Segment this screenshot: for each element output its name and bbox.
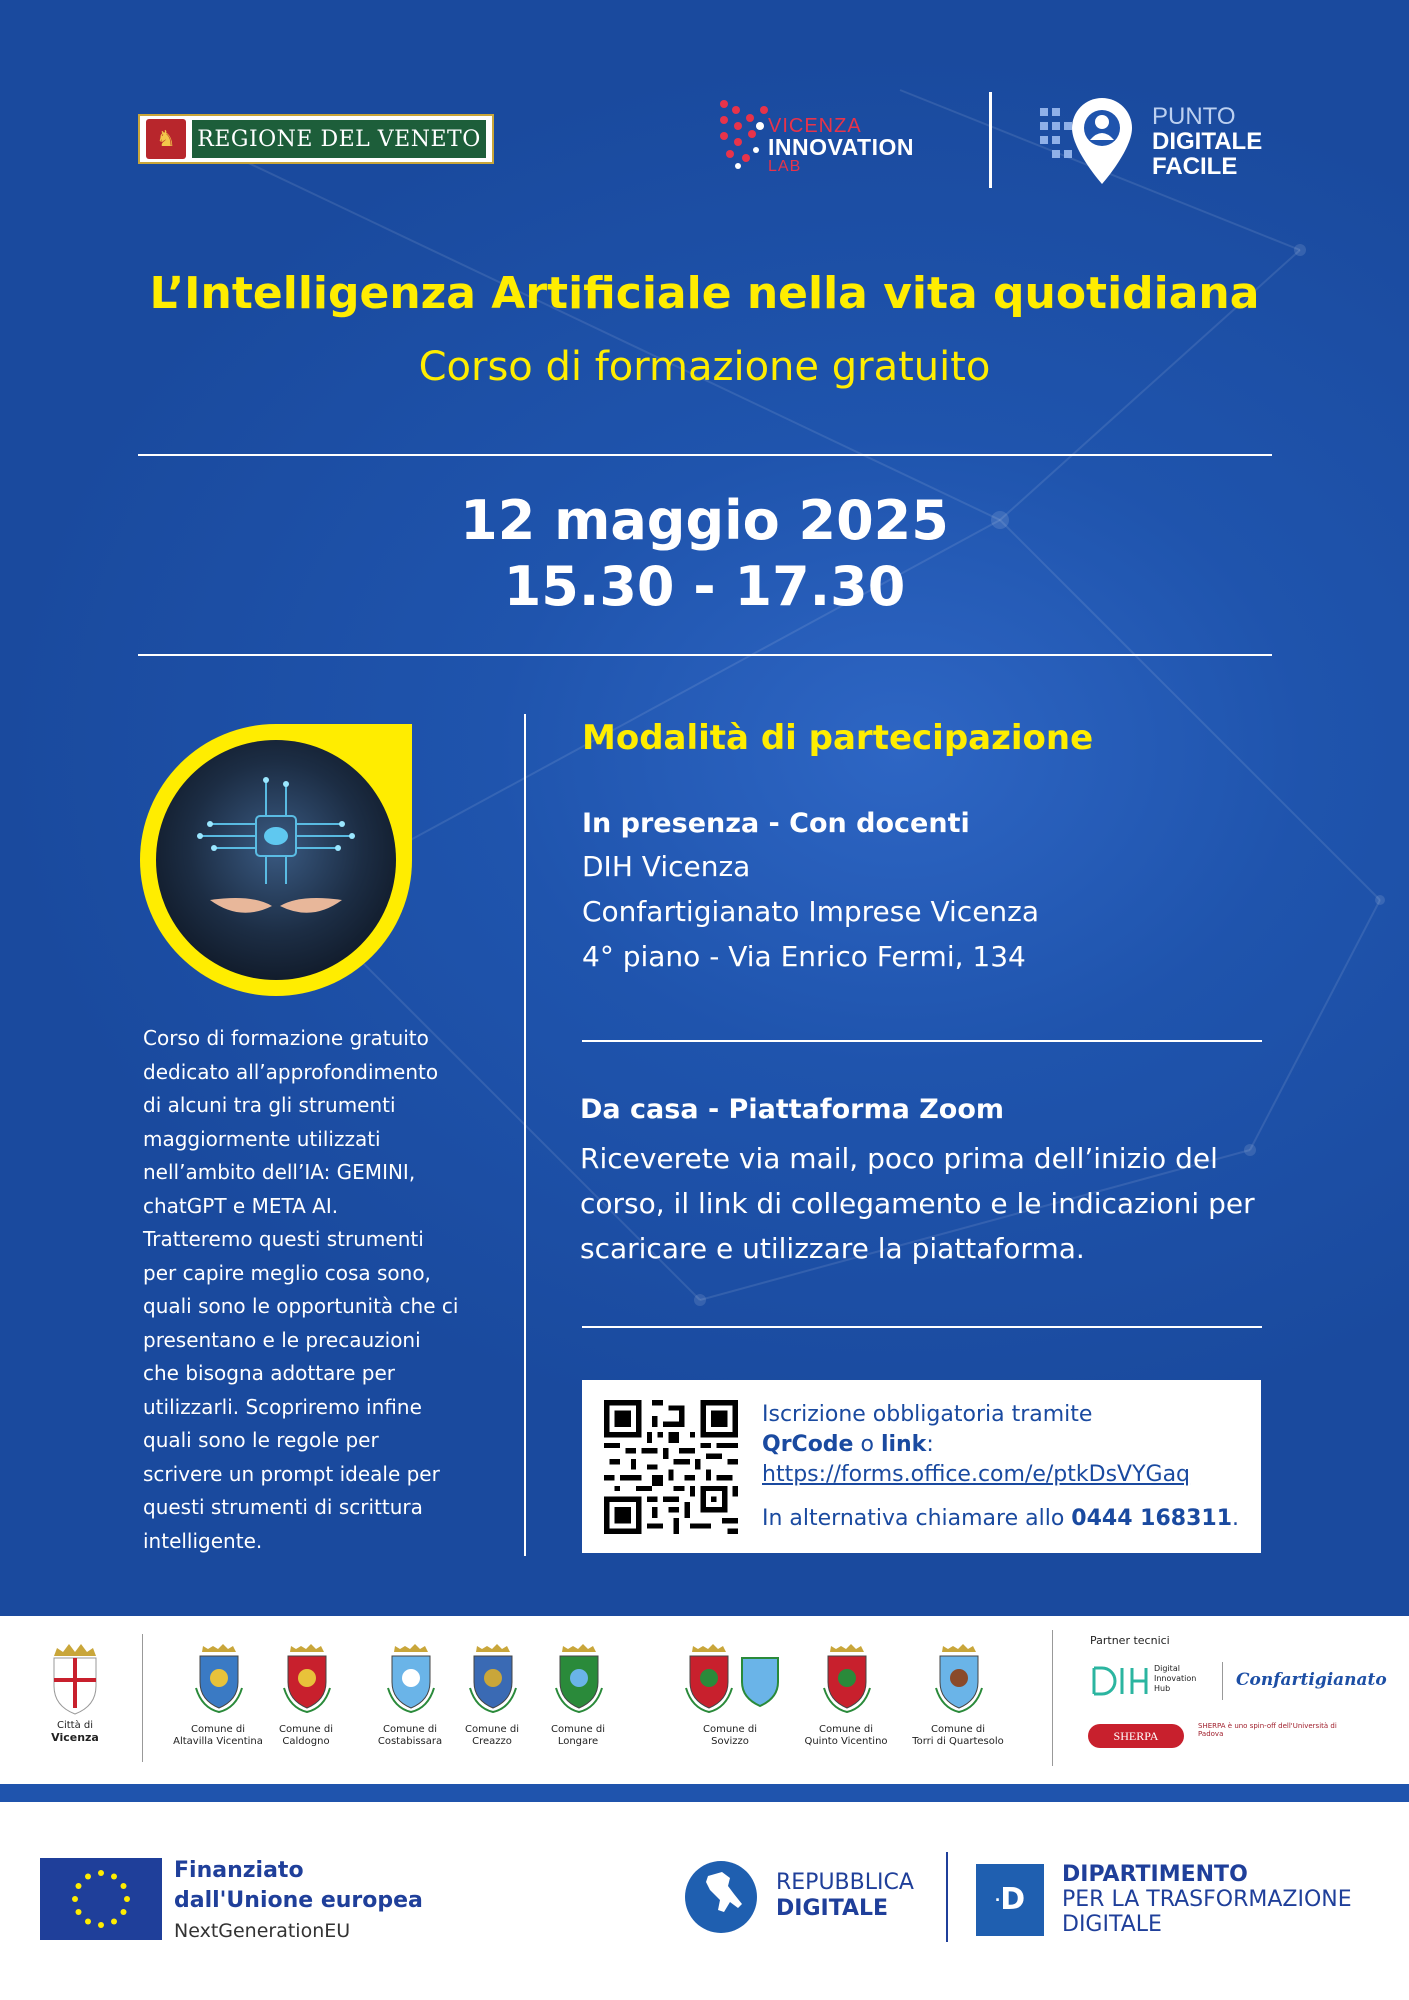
event-date: 12 maggio 2025 xyxy=(460,489,949,552)
link-word: link xyxy=(880,1432,927,1457)
comune-label xyxy=(251,1724,361,1748)
vicenza-crest-icon xyxy=(46,1642,104,1716)
vil-dots-icon xyxy=(716,96,774,174)
comune-name: Caldogno xyxy=(282,1736,330,1747)
repubblica-digitale-text xyxy=(776,1870,914,1922)
unipd-spinoff-text: SHERPA è uno spin-off dell'Università di Padova xyxy=(1198,1722,1337,1738)
vil-line2: INNOVATION xyxy=(768,134,914,160)
eu-star-icon xyxy=(85,1874,91,1880)
eu-star-icon xyxy=(111,1874,117,1880)
eu-line3: NextGenerationEU xyxy=(174,1920,351,1942)
comune-prefix: Comune di xyxy=(279,1724,333,1735)
remote-line-3: scaricare e utilizzare la piattaforma. xyxy=(580,1232,1085,1265)
comune-crest-icon xyxy=(820,1644,874,1716)
description-line: questi strumenti di scrittura xyxy=(143,1495,423,1519)
footer-divider xyxy=(946,1852,948,1942)
rd-line1: REPUBBLICA xyxy=(776,1870,914,1895)
punto-digitale-facile-logo xyxy=(1152,104,1262,180)
vicenza-innovation-lab-logo xyxy=(768,116,914,175)
participation-heading: Modalità di partecipazione xyxy=(582,718,1094,758)
divider-modes xyxy=(582,1040,1262,1042)
comune-label xyxy=(523,1724,633,1748)
eu-flag-icon xyxy=(40,1858,162,1940)
comune-crest-icon xyxy=(192,1644,246,1716)
confartigianato-logo: Confartigianato xyxy=(1236,1670,1387,1690)
eu-star-icon xyxy=(98,1870,104,1876)
comune-prefix: Comune di xyxy=(819,1724,873,1735)
comune-name: Longare xyxy=(557,1736,599,1747)
dih-text: Digital Innovation Hub xyxy=(1154,1664,1197,1693)
city-name: Vicenza xyxy=(51,1731,99,1744)
regione-logo-text: REGIONE DEL VENETO xyxy=(192,120,486,158)
eu-star-icon xyxy=(111,1919,117,1925)
dtd-line1: DIPARTIMENTO xyxy=(1062,1862,1248,1887)
phone-line xyxy=(762,1504,1242,1534)
dih-icon xyxy=(1090,1664,1150,1698)
comune-crest-icon xyxy=(552,1644,606,1716)
registration-text xyxy=(762,1400,1242,1534)
lion-emblem-icon: ♞ xyxy=(146,119,186,159)
separator-dih xyxy=(1222,1662,1223,1700)
eu-line1: Finanziato xyxy=(174,1858,304,1883)
remote-line-2: corso, il link di collegamento e le indicazioni per xyxy=(580,1187,1255,1220)
sherpa-logo: SHERPA xyxy=(1088,1724,1184,1748)
dtd-line3: DIGITALE xyxy=(1062,1912,1162,1937)
colon: : xyxy=(926,1432,934,1457)
description-line: scrivere un prompt ideale per xyxy=(143,1461,440,1486)
registration-box xyxy=(582,1380,1261,1553)
pdf-line3: FACILE xyxy=(1152,153,1238,181)
comune-prefix: Comune di xyxy=(703,1724,757,1735)
eu-star-icon xyxy=(85,1919,91,1925)
dtd-logo-icon: ·D xyxy=(976,1864,1044,1936)
comune-prefix: Comune di xyxy=(383,1724,437,1735)
remote-description xyxy=(580,1136,1280,1271)
description-line: per capire meglio cosa sono, xyxy=(143,1260,431,1285)
in-person-organization: Confartigianato Imprese Vicenza xyxy=(582,895,1040,928)
description-line: maggiormente utilizzati xyxy=(143,1126,381,1151)
description-line: dedicato all’approfondimento xyxy=(143,1059,439,1084)
pdf-line1: PUNTO xyxy=(1152,103,1236,130)
eu-star-icon xyxy=(76,1883,82,1889)
event-datetime xyxy=(0,488,1409,620)
vil-line1: VICENZA xyxy=(768,115,862,137)
eu-star-icon xyxy=(124,1896,130,1902)
pdf-line2: DIGITALE xyxy=(1152,128,1263,156)
comune-crest-icon xyxy=(466,1644,520,1716)
divider-bottom xyxy=(138,654,1272,656)
city-prefix: Città di xyxy=(56,1720,94,1731)
event-time: 15.30 - 17.30 xyxy=(503,555,906,618)
remote-heading: Da casa - Piattaforma Zoom xyxy=(580,1094,1005,1125)
in-person-venue: DIH Vicenza xyxy=(582,850,751,883)
comune-name: Torri di Quartesolo xyxy=(912,1736,1004,1747)
description-line: Corso di formazione gratuito xyxy=(143,1026,429,1050)
comune-label xyxy=(903,1724,1013,1748)
comune-crest-icon xyxy=(384,1644,438,1716)
description-line: Tratteremo questi strumenti xyxy=(143,1227,424,1251)
phone-suffix: . xyxy=(1232,1506,1240,1531)
registration-line1: Iscrizione obbligatoria tramite xyxy=(762,1402,1093,1427)
dtd-text xyxy=(1062,1862,1352,1937)
comune-name: Quinto Vicentino xyxy=(804,1736,888,1747)
or-word: o xyxy=(853,1432,881,1457)
ai-hands-image xyxy=(140,724,412,996)
comune-prefix: Comune di xyxy=(465,1724,519,1735)
comune-name: Creazzo xyxy=(472,1736,512,1747)
comune-crest-icon xyxy=(932,1644,986,1716)
description-line: che bisogna adottare per xyxy=(143,1361,396,1385)
comune-crest-icon xyxy=(682,1644,782,1716)
comune-label xyxy=(675,1724,785,1748)
description-line: chatGPT e META AI. xyxy=(143,1193,339,1218)
municipalities-band xyxy=(0,1616,1409,1784)
description-line: utilizzarli. Scopriremo infine xyxy=(143,1394,422,1419)
remote-line-1: Riceverete via mail, poco prima dell’inizio del xyxy=(580,1142,1218,1175)
dtd-letter: D xyxy=(1000,1882,1026,1917)
course-description xyxy=(143,1022,483,1558)
comune-name: Altavilla Vicentina xyxy=(173,1736,263,1747)
header-divider xyxy=(989,92,992,188)
city-vicenza-label xyxy=(20,1720,130,1745)
separator-city xyxy=(142,1634,143,1762)
description-line: presentano e le precauzioni xyxy=(143,1327,421,1352)
eu-star-icon xyxy=(72,1896,78,1902)
punto-digitale-facile-icon xyxy=(1038,94,1138,190)
eu-line2: dall'Unione europea xyxy=(174,1888,423,1913)
divider-top xyxy=(138,454,1272,456)
blue-stripe xyxy=(0,1784,1409,1802)
dih-logo xyxy=(1090,1664,1204,1698)
eu-star-icon xyxy=(98,1922,104,1928)
event-subtitle: Corso di formazione gratuito xyxy=(418,344,991,390)
partners-heading: Partner tecnici xyxy=(1090,1634,1170,1647)
phone-prefix: In alternativa chiamare allo xyxy=(762,1506,1072,1531)
regione-veneto-logo xyxy=(138,114,494,164)
in-person-address: 4° piano - Via Enrico Fermi, 134 xyxy=(582,940,1026,973)
comune-name: Sovizzo xyxy=(711,1736,749,1747)
description-line: quali sono le opportunità che ci xyxy=(143,1294,459,1318)
description-line: nell’ambito dell’IA: GEMINI, xyxy=(143,1160,416,1184)
eu-star-icon xyxy=(76,1909,82,1915)
separator-partners xyxy=(1052,1630,1053,1766)
in-person-heading: In presenza - Con docenti xyxy=(582,808,970,839)
divider-registration xyxy=(582,1326,1262,1328)
column-divider xyxy=(524,714,526,1556)
phone-number[interactable]: 0444 168311 xyxy=(1071,1506,1233,1531)
comune-label xyxy=(791,1724,901,1748)
comune-prefix: Comune di xyxy=(551,1724,605,1735)
registration-link[interactable]: https://forms.office.com/e/ptkDsVYGaq xyxy=(762,1462,1191,1487)
eu-star-icon xyxy=(121,1909,127,1915)
registration-line2 xyxy=(762,1430,1242,1460)
event-title: L’Intelligenza Artificiale nella vita quotidiana xyxy=(149,268,1260,319)
repubblica-digitale-icon xyxy=(684,1860,758,1934)
comune-prefix: Comune di xyxy=(191,1724,245,1735)
eu-funding-text xyxy=(174,1856,423,1946)
comune-name: Costabissara xyxy=(377,1736,443,1747)
rd-line2: DIGITALE xyxy=(776,1896,889,1921)
eu-star-icon xyxy=(121,1883,127,1889)
comune-crest-icon xyxy=(280,1644,334,1716)
dtd-line2: PER LA TRASFORMAZIONE xyxy=(1062,1887,1352,1912)
comune-prefix: Comune di xyxy=(931,1724,985,1735)
description-line: di alcuni tra gli strumenti xyxy=(143,1093,396,1117)
qr-code-icon[interactable] xyxy=(604,1400,738,1534)
description-line: intelligente. xyxy=(143,1528,263,1553)
vil-line3: LAB xyxy=(768,158,802,175)
qrcode-word: QrCode xyxy=(762,1432,854,1457)
description-line: quali sono le regole per xyxy=(143,1428,379,1452)
